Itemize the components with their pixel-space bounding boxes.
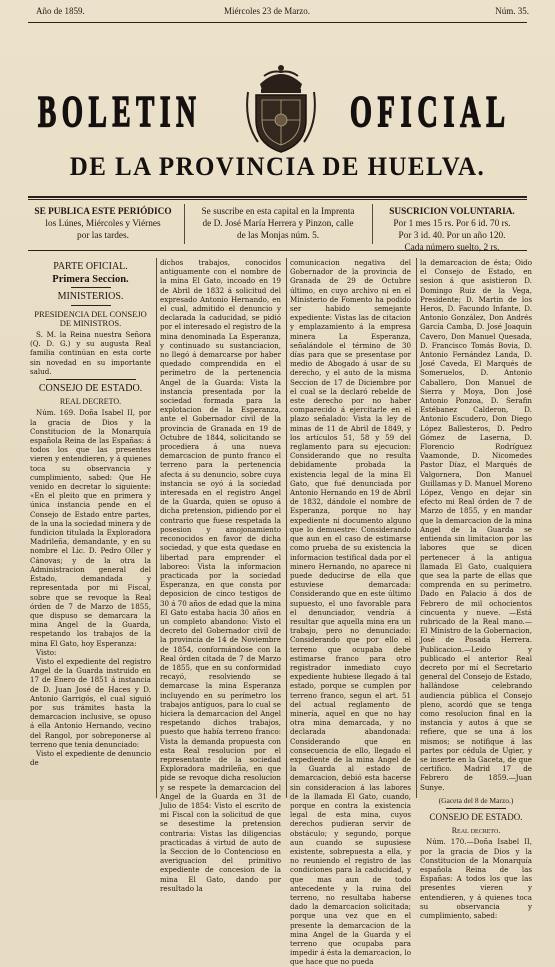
periodicity-line-1: SE PUBLICA ESTE PERIÓDICO — [34, 207, 172, 217]
visto-body: Visto el expediente del registro Angel de la Guarda instruido en 17 de Enero de 1851 á instancia de D. Juan José de Haces y D. Antonio Garrigós, el cual siguió por sus trámites hasta la demarcacion inclusive, se opuso á ella Antonio Hernando, vecino del Rangol, por sobreponerse al terreno que tenia denunciado: — [30, 656, 151, 749]
decreto-heading-2: Real decreto. — [451, 826, 501, 836]
consejo-heading: CONSEJO DE ESTADO. — [38, 383, 143, 395]
province-title: DE LA PROVINCIA DE HUELVA. — [69, 152, 486, 181]
ministerios-heading: MINISTERIOS. — [57, 291, 124, 303]
year-label: Año de 1859. — [36, 6, 85, 16]
queen-health-notice: S. M. la Reina nuestra Señora (Q. D. G.) y su augusta Real familia continúan en esta corte sin novedad en su importante salud. — [30, 330, 151, 376]
column-1 — [30, 258, 151, 767]
divider — [71, 287, 111, 288]
column-2 — [160, 258, 281, 893]
column-separator-2 — [286, 258, 287, 798]
info-separator-2 — [372, 204, 373, 244]
issue-number: Núm. 35. — [495, 6, 529, 16]
masthead-right-word: OFICIAL — [350, 87, 511, 136]
periodicity-line-2: los Lúnes, Miércoles y Viérnes — [45, 219, 161, 229]
column-4-text: la demarcacion de ésta; Oido el Consejo de Estado, en sesion á que asistieron D. Domingo Ruiz de la Vega, Presidente; D. Martin de los Heros, D. Facundo Infante, D. Antonio González, Don Andrés García Camba, D. José Joaquin Cavero, Don Manuel Quesada, D. Francisco Tomás Bovia, D. Antonio Fernández Landa, D. José Caveda, El Marqués de Someruelos, D. Antonio Caballero, Don Manuel de Sierra y Moya, Don José Antonio Ponzoa, D. Serafin Estébanez Calderon, D. Antonio Escudero, Don Diego López Ballesteros, D. Pedro Gómez de Laserna, D. Florencio Rodríguez Vaamonde, D. Nicomedes Pastor Díaz, el Marqués de Valgornera, Don Manuel Guillamas y D. Manuel Moreno López, Vengo en dejar sin efecto mi Real órden de 7 de Marzo de 1855, y en mandar que la demarcacion de la mina Angel de la Guarda se entienda sin limitacion por las labores que se dicen pertenecer á la antigua llamada El Gato, cualquiera que sea la parte de ellas que comprenda en su perímetro. Dado en Palacio á dos de Febrero de mil ochocientos cincuenta y nueve. —Está rubricado de la Real mano.— El Ministro de la Gobernacion, José de Posada Herrera. Publicacion.—Leido y publicado el anterior Real decreto por mí el Secretario general del Consejo de Estado, hallándose celebrando audiencia pública el Consejo pleno, acordó que se tenga como resolucion final en la instancia y autos á que se refiere, que se una á los mismos; se notifique á las partes por cédula de Ugier, y se inserte en la Gaceta, de que certifico. Madrid 17 de Febrero de 1859.—Juan Sunye. — [420, 258, 532, 792]
consejo-heading-2: CONSEJO DE ESTADO. — [429, 811, 523, 822]
subscription-line-1: Se suscribe en esta capital en la Imprenta — [201, 207, 355, 217]
divider — [446, 808, 506, 809]
info-separator-1 — [184, 204, 185, 244]
part-heading: PARTE OFICIAL. — [53, 261, 128, 272]
periodicity-line-3: por las tardes. — [77, 231, 129, 241]
column-separator-1 — [156, 258, 157, 798]
column-2-text: dichos trabajos, conocidos antiguamente con el nombre de la mina El Gato, incoado en 19 de Abril de 1832 á solicitud del expresado Antonio Hernando, en el cual, admitido el denuncio y declarada la caducidad, se pidió por el interesado el registro de la mina denominada La Esperanza, y continuado su sustanciacion, no llegó á demarcarse por haber quedado comprendida en el perímetro de la pertenencia Angel de la Guarda: Vista la instancia presentada por la sociedad formada para la explotacion de la Esperanza, ante el Gobernador civil de la provincia de Granada en 19 de Octubre de 1844, solicitando se procediera á una nueva demarcacion de punto franco el terreno para la pertenencia afecta á su denuncio, sobre cuya instancia se oyó á la sociedad interesada en el registro Angel de la Guarda, quien se opuso á dicha pretension, pidiendo por el contrario que fuese respetada la posesion y amojonamiento reconocidos en favor de dicha sociedad, y que esta quedase en libertad para emprender el laboreo: Vista la informacion practicada por la sociedad Esperanza, en que consta por deposicion de cinco testigos de 30 á 70 años de edad que la mina El Gato estaba hacia 30 años en un completo abandono: Visto el decreto del Gobernador civil de la provincia de 14 de Noviembre de 1854, conformándose con la Real órden citada de 7 de Marzo de 1855, que en su conformidad recayó, resolviendo se demarcase la mina Esperanza incluyendo en su perímetro los trabajos antiguos, para lo cual se hiciera la demarcacion del Angel respetando dichos trabajos, puesto que había terreno franco: Vista la demanda propuesta con esta Real resolucion por el representante de la sociedad Exploradora madrileña, en que pide se revoque dicha resolucion y se respete la demarcacion del Angel de la Guarda en 31 de Julio de 1854: Visto el escrito de mi Fiscal con la solicitud de que se desestime la pretension contraria: Vistas las diligencias practicadas á virtud de auto de la Seccion de lo Contencioso en averiguacion del primitivo expediente de concesion de la mina El Gato, dando por resultado la — [160, 258, 281, 893]
gaceta-reference: (Gaceta del 8 de Marzo.) — [438, 795, 514, 805]
presidencia-heading: PRESIDENCIA DEL CONSEJO DE MINISTROS. — [34, 308, 147, 328]
column-3-text: comunicacion negativa del Gobernador de la provincia de Granada de 29 de Octubre último, en cuyo archivo ni en el Ministerio de Fomento ha podido ser habido semejante expediente: Vistas las de citacion y emplazamiento á la empresa minera La Esperanza, señalándole el término de 30 días para que se presentase por medio de Abogado á usar de su derecho, y el auto de la misma Seccion de 17 de Diciembre por el cual se la declaró rebelde de este derecho por no haber comparecido á ejercitarle en el plazo señalado: Vista la ley de minas de 11 de Abril de 1849, y los artículos 51, 58 y 59 del reglamento para su ejecucion: Considerando que no resulta debidamente probada la existencia legal de la mina El Gato, que fué denunciada por Antonio Hernando en 19 de Abril de 1832, dándole el nombre de Esperanza, porque no hay expediente ni documento alguno que lo demuestre: Considerando que aun en el caso de estimarse como prueba de su existencia la informacion testifical dada por el minero Hernando, no aparece ni puede deducirse de ella que estuviese demarcada: Considerando que en este último supuesto, el uno favorable para el denunciador, vendría á resultar que aquella mina era un trabajo, pero no denunciado: Considerando que por ello el terreno que ocupaba debe estimarse franco para otro registrador inmediato cuyo expediente hubiese llegado á tal estado, porque se cumplen por terreno franco, segun el art. 51 del actual reglamento de minería, aquel en que no hay otra mina demarcada, y no declarada abandonada: Considerando que en consecuencia de ello, llegado el expediente de la mina Angel de la Guarda al estado de demarcacion, debió esta hacerse sin consideracion á las labores de la llamada El Gato, cuando, porque en contra la existencia legal de esta mina, cuyos derechos pudieran servir de obstáculo; y segundo, porque aun cuando se supusiese existente, sobrepuesta a ella, y no reuniendo el registro de las condiciones para la caducidad, y que mas aun de todo antecedente y la ruina del terreno, no resultaba haberse dado la demarcacion solicitada; porque una vez que en el presente la demarcacion de la mina Angel de la Guarda y el terreno que ocupaba para impedir á ésta la demarcacion, lo que hace que no pueda — [290, 258, 411, 967]
section-heading: Primera Seccion. — [52, 274, 129, 286]
prices-line-2: Por 1 mes 15 rs. Por 6 id. 70 rs. — [393, 219, 511, 229]
divider — [46, 379, 136, 380]
subscription-line-3: de las Monjas núm. 5. — [236, 231, 320, 241]
divider — [71, 305, 111, 306]
prices-line-1: SUSCRICION VOLUNTARIA. — [389, 207, 515, 217]
date-label: Miércoles 23 de Marzo. — [224, 6, 310, 16]
visto-label: Visto: — [36, 647, 57, 657]
issue-info-bar — [36, 6, 529, 20]
subscription-line-2: de D. José María Herrera y Pinzon, calle — [202, 219, 354, 229]
info-rule — [28, 250, 527, 251]
top-rule — [28, 22, 527, 23]
periodicity-info — [28, 206, 178, 242]
masthead-left-word: BOLETIN — [38, 87, 202, 136]
prices-line-4: Cada número suelto, 2 rs. — [404, 243, 500, 253]
visto-last: Visto el expediente de denuncio de — [30, 748, 151, 768]
masthead-rule-thin — [28, 199, 527, 200]
decree-body: Núm. 169. Doña Isabel II, por la gracia de Dios y la Constitucion de la Monarquía española Reina de las Españas: á todos los que las presentes vieren y entendieren, y á quienes toca su observancia y cumplimiento, sabed: Que He venido en decretar lo siguiente: «En el pleito que en primera y única instancia pende en el Consejo de Estado entre partes, de la una la sociedad minera y de fundicion titulada la Exploradora Madrileña, demandante, y en su nombre el Lic. D. Pedro Oller y Cánovas; y de la otra la Administracion general del Estado, demandada y representada por mi Fiscal, sobre que se revoque la Real órden de 7 de Marzo de 1855, que dispuso se demarcara la mina Angel de la Guarda, respetando los trabajos de la mina El Gato, hoy Esperanza: — [30, 408, 151, 648]
column-3 — [290, 258, 411, 967]
masthead — [20, 64, 535, 136]
subscription-info — [188, 206, 368, 242]
masthead-rule — [28, 196, 527, 198]
decree-body-2: Núm. 170.—Doña Isabel II, por la gracia de Dios y la Constitucion de la Monarquía española Reina de las Españas: A todos los que las presentes vieren y entendieren, y á quienes toca su observancia y cumplimiento, sabed: — [420, 837, 532, 921]
column-4 — [420, 258, 532, 920]
decreto-heading: REAL DECRETO. — [59, 397, 122, 407]
prices-line-3: Por 3 id. 40. Por un año 120. — [398, 231, 506, 241]
prices-info — [376, 206, 528, 254]
column-separator-3 — [416, 258, 417, 798]
